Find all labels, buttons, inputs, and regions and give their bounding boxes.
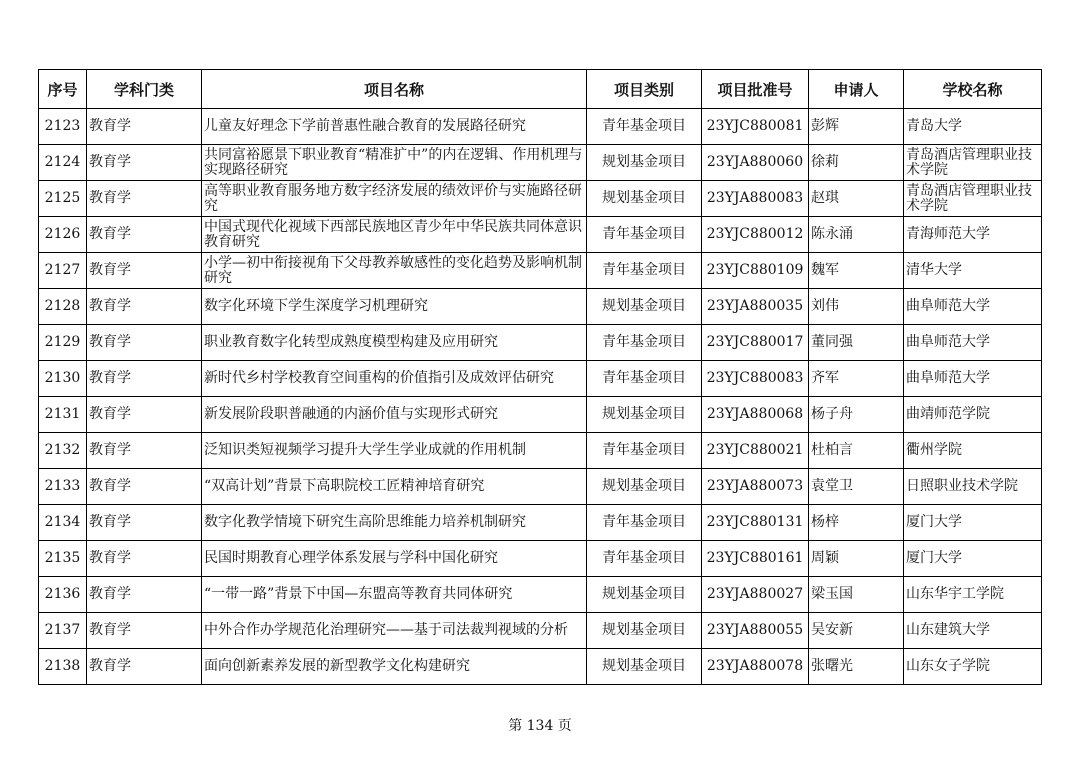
- cell-code: 23YJA880027: [702, 577, 809, 613]
- cell-type: 规划基金项目: [587, 145, 702, 181]
- cell-school: 厦门大学: [904, 541, 1042, 577]
- cell-type: 青年基金项目: [587, 217, 702, 253]
- cell-discipline: 教育学: [87, 577, 202, 613]
- cell-discipline: 教育学: [87, 469, 202, 505]
- cell-type: 规划基金项目: [587, 397, 702, 433]
- cell-title: 数字化教学情境下研究生高阶思维能力培养机制研究: [202, 505, 587, 541]
- cell-discipline: 教育学: [87, 325, 202, 361]
- cell-code: 23YJA880078: [702, 649, 809, 685]
- cell-discipline: 教育学: [87, 649, 202, 685]
- cell-type: 青年基金项目: [587, 325, 702, 361]
- cell-code: 23YJC880161: [702, 541, 809, 577]
- cell-title: 共同富裕愿景下职业教育“精准扩中”的内在逻辑、作用机理与实现路径研究: [202, 145, 587, 181]
- cell-no: 2132: [39, 433, 87, 469]
- cell-title: “双高计划”背景下高职院校工匠精神培育研究: [202, 469, 587, 505]
- cell-school: 曲阜师范大学: [904, 289, 1042, 325]
- cell-applicant: 杨梓: [809, 505, 904, 541]
- cell-discipline: 教育学: [87, 433, 202, 469]
- table-row: [39, 649, 1042, 685]
- cell-title: 高等职业教育服务地方数字经济发展的绩效评价与实施路径研究: [202, 181, 587, 217]
- cell-applicant: 董同强: [809, 325, 904, 361]
- cell-discipline: 教育学: [87, 361, 202, 397]
- cell-no: 2126: [39, 217, 87, 253]
- table-row: [39, 541, 1042, 577]
- cell-no: 2131: [39, 397, 87, 433]
- table-body: [39, 109, 1042, 685]
- table-row: [39, 325, 1042, 361]
- cell-discipline: 教育学: [87, 289, 202, 325]
- cell-no: 2137: [39, 613, 87, 649]
- cell-title: “一带一路”背景下中国—东盟高等教育共同体研究: [202, 577, 587, 613]
- table-row: [39, 613, 1042, 649]
- header-no: 序号: [39, 70, 87, 109]
- cell-title: 数字化环境下学生深度学习机理研究: [202, 289, 587, 325]
- table-row: [39, 433, 1042, 469]
- cell-school: 青岛大学: [904, 109, 1042, 145]
- header-school: 学校名称: [904, 70, 1042, 109]
- cell-applicant: 张曙光: [809, 649, 904, 685]
- cell-code: 23YJC880081: [702, 109, 809, 145]
- cell-type: 青年基金项目: [587, 109, 702, 145]
- cell-school: 青海师范大学: [904, 217, 1042, 253]
- cell-no: 2130: [39, 361, 87, 397]
- cell-code: 23YJC880017: [702, 325, 809, 361]
- header-applicant: 申请人: [809, 70, 904, 109]
- cell-type: 规划基金项目: [587, 577, 702, 613]
- cell-type: 规划基金项目: [587, 181, 702, 217]
- table-row: [39, 109, 1042, 145]
- table-row: [39, 577, 1042, 613]
- table-row: [39, 181, 1042, 217]
- table-row: [39, 397, 1042, 433]
- cell-type: 规划基金项目: [587, 289, 702, 325]
- cell-no: 2138: [39, 649, 87, 685]
- cell-discipline: 教育学: [87, 181, 202, 217]
- table-row: [39, 253, 1042, 289]
- cell-discipline: 教育学: [87, 109, 202, 145]
- cell-discipline: 教育学: [87, 613, 202, 649]
- cell-school: 曲阜师范大学: [904, 325, 1042, 361]
- cell-title: 中国式现代化视域下西部民族地区青少年中华民族共同体意识教育研究: [202, 217, 587, 253]
- cell-applicant: 杜柏言: [809, 433, 904, 469]
- table-row: [39, 217, 1042, 253]
- cell-type: 规划基金项目: [587, 613, 702, 649]
- cell-no: 2136: [39, 577, 87, 613]
- cell-no: 2133: [39, 469, 87, 505]
- cell-code: 23YJC880012: [702, 217, 809, 253]
- cell-school: 曲阜师范大学: [904, 361, 1042, 397]
- cell-type: 青年基金项目: [587, 505, 702, 541]
- cell-title: 中外合作办学规范化治理研究——基于司法裁判视域的分析: [202, 613, 587, 649]
- cell-no: 2129: [39, 325, 87, 361]
- cell-discipline: 教育学: [87, 397, 202, 433]
- cell-type: 规划基金项目: [587, 649, 702, 685]
- cell-applicant: 梁玉国: [809, 577, 904, 613]
- cell-title: 职业教育数字化转型成熟度模型构建及应用研究: [202, 325, 587, 361]
- cell-no: 2135: [39, 541, 87, 577]
- cell-discipline: 教育学: [87, 541, 202, 577]
- table-row: [39, 289, 1042, 325]
- cell-school: 衢州学院: [904, 433, 1042, 469]
- cell-no: 2134: [39, 505, 87, 541]
- cell-code: 23YJC880021: [702, 433, 809, 469]
- table-row: [39, 361, 1042, 397]
- cell-applicant: 吴安新: [809, 613, 904, 649]
- cell-code: 23YJC880083: [702, 361, 809, 397]
- table-row: [39, 505, 1042, 541]
- cell-school: 青岛酒店管理职业技术学院: [904, 181, 1042, 217]
- cell-code: 23YJA880055: [702, 613, 809, 649]
- cell-no: 2125: [39, 181, 87, 217]
- cell-code: 23YJC880131: [702, 505, 809, 541]
- cell-school: 日照职业技术学院: [904, 469, 1042, 505]
- cell-title: 面向创新素养发展的新型教学文化构建研究: [202, 649, 587, 685]
- cell-discipline: 教育学: [87, 253, 202, 289]
- cell-no: 2124: [39, 145, 87, 181]
- cell-applicant: 刘伟: [809, 289, 904, 325]
- cell-applicant: 彭辉: [809, 109, 904, 145]
- cell-type: 青年基金项目: [587, 433, 702, 469]
- cell-type: 青年基金项目: [587, 361, 702, 397]
- header-code: 项目批准号: [702, 70, 809, 109]
- header-type: 项目类别: [587, 70, 702, 109]
- cell-applicant: 徐莉: [809, 145, 904, 181]
- table-header-row: [39, 70, 1042, 109]
- cell-title: 小学—初中衔接视角下父母教养敏感性的变化趋势及影响机制研究: [202, 253, 587, 289]
- project-table: [38, 69, 1042, 685]
- cell-school: 山东女子学院: [904, 649, 1042, 685]
- cell-code: 23YJC880109: [702, 253, 809, 289]
- cell-school: 山东建筑大学: [904, 613, 1042, 649]
- cell-title: 泛知识类短视频学习提升大学生学业成就的作用机制: [202, 433, 587, 469]
- cell-discipline: 教育学: [87, 505, 202, 541]
- table-row: [39, 469, 1042, 505]
- cell-discipline: 教育学: [87, 145, 202, 181]
- cell-no: 2123: [39, 109, 87, 145]
- cell-code: 23YJA880083: [702, 181, 809, 217]
- cell-applicant: 赵琪: [809, 181, 904, 217]
- header-title: 项目名称: [202, 70, 587, 109]
- cell-no: 2127: [39, 253, 87, 289]
- cell-code: 23YJA880068: [702, 397, 809, 433]
- cell-applicant: 魏军: [809, 253, 904, 289]
- cell-title: 新发展阶段职普融通的内涵价值与实现形式研究: [202, 397, 587, 433]
- cell-type: 规划基金项目: [587, 469, 702, 505]
- cell-school: 山东华宇工学院: [904, 577, 1042, 613]
- cell-type: 青年基金项目: [587, 253, 702, 289]
- cell-title: 新时代乡村学校教育空间重构的价值指引及成效评估研究: [202, 361, 587, 397]
- cell-applicant: 齐军: [809, 361, 904, 397]
- page-number: 第 134 页: [508, 718, 572, 734]
- table-row: [39, 145, 1042, 181]
- cell-school: 曲靖师范学院: [904, 397, 1042, 433]
- cell-code: 23YJA880035: [702, 289, 809, 325]
- cell-school: 厦门大学: [904, 505, 1042, 541]
- cell-type: 青年基金项目: [587, 541, 702, 577]
- cell-code: 23YJA880073: [702, 469, 809, 505]
- cell-applicant: 袁堂卫: [809, 469, 904, 505]
- cell-applicant: 周颖: [809, 541, 904, 577]
- cell-discipline: 教育学: [87, 217, 202, 253]
- cell-applicant: 陈永涌: [809, 217, 904, 253]
- cell-code: 23YJA880060: [702, 145, 809, 181]
- cell-applicant: 杨子舟: [809, 397, 904, 433]
- header-discipline: 学科门类: [87, 70, 202, 109]
- cell-school: 清华大学: [904, 253, 1042, 289]
- cell-title: 儿童友好理念下学前普惠性融合教育的发展路径研究: [202, 109, 587, 145]
- cell-school: 青岛酒店管理职业技术学院: [904, 145, 1042, 181]
- cell-no: 2128: [39, 289, 87, 325]
- cell-title: 民国时期教育心理学体系发展与学科中国化研究: [202, 541, 587, 577]
